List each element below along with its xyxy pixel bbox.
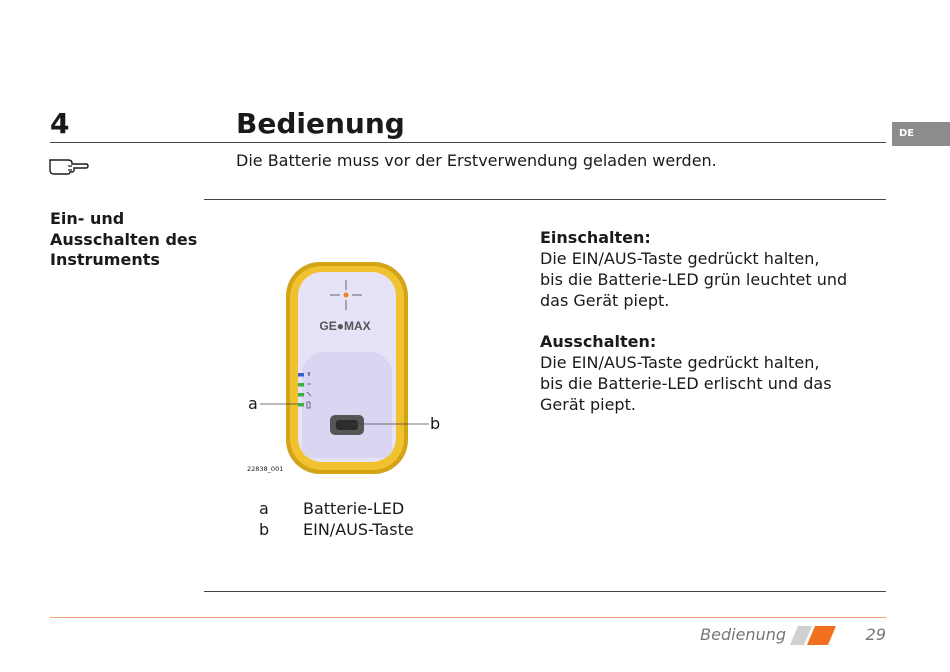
page-number: 29 (865, 625, 886, 644)
switch-on-line: bis die Batterie-LED grün leuchtet und (540, 270, 848, 289)
switch-off-title: Ausschalten: (540, 332, 657, 351)
chapter-number: 4 (50, 107, 70, 140)
section-heading (50, 209, 210, 271)
chapter-title: Bedienung (236, 107, 405, 140)
legend-label: EIN/AUS-Taste (303, 520, 414, 539)
language-tab[interactable]: DE (892, 122, 950, 146)
switch-off-line: Die EIN/AUS-Taste gedrückt halten, (540, 353, 820, 372)
figure-id: 22838_001 (247, 465, 284, 473)
note-text: Die Batterie muss vor der Erstverwendung geladen werden. (236, 151, 717, 170)
note-rule (204, 199, 886, 200)
callout-b-label: b (430, 414, 441, 433)
battery-led (298, 403, 304, 407)
device-logo: GE●MAX (319, 319, 371, 333)
callout-a-label: a (248, 394, 258, 413)
device-illustration (244, 258, 444, 478)
figure-legend (259, 498, 414, 540)
switch-off-block (540, 331, 885, 415)
pointing-hand-icon (48, 150, 90, 178)
section-heading-line: Ausschalten des (50, 229, 198, 249)
switch-on-line: Die EIN/AUS-Taste gedrückt halten, (540, 249, 820, 268)
section-end-rule (204, 591, 886, 592)
legend-row (259, 498, 414, 519)
legend-key: a (259, 499, 269, 518)
legend-label: Batterie-LED (303, 499, 405, 518)
switch-on-block (540, 227, 885, 311)
section-heading-line: Ein- und (50, 209, 125, 228)
legend-row (259, 519, 414, 540)
chapter-title-rule (50, 142, 886, 143)
footer-rule (50, 617, 886, 618)
switch-on-line: das Gerät piept. (540, 291, 670, 310)
footer-stripes-mark (790, 626, 836, 645)
switch-off-line: Gerät piept. (540, 395, 636, 414)
switch-off-line: bis die Batterie-LED erlischt und das (540, 374, 832, 393)
footer-title: Bedienung (700, 625, 786, 644)
switch-on-title: Einschalten: (540, 228, 651, 247)
legend-key: b (259, 520, 270, 539)
section-heading-line: Instruments (50, 250, 160, 269)
